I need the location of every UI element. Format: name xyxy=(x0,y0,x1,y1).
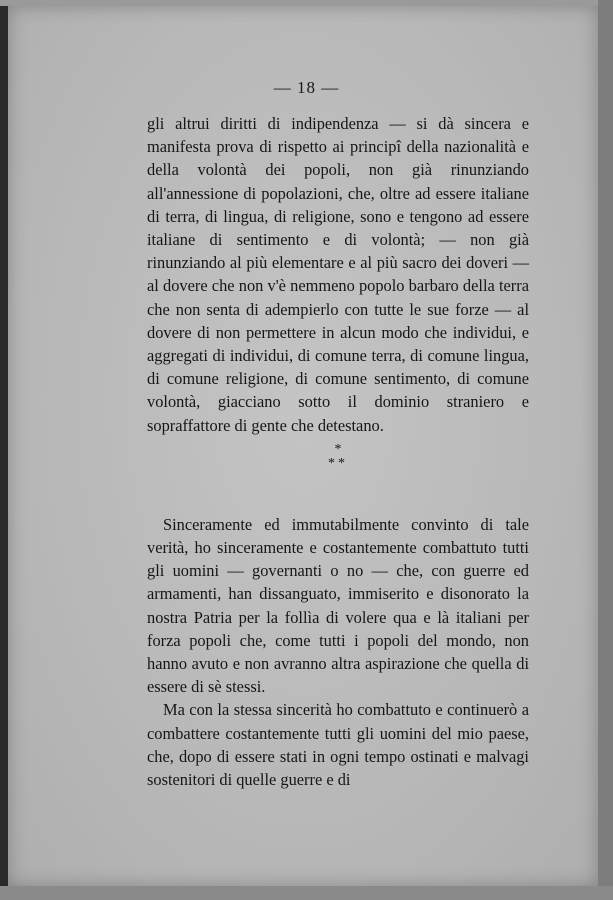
page-number: — 18 — xyxy=(273,78,340,97)
paragraph: Sinceramente ed immutabilmente convinto di tale verità, ho sinceramente e costantemente combattuto tutti gli uomini — governanti o no — che, con guerre ed armamenti, han dissanguato, immiserito e disonorato la nostra Patria per la follìa di volere qua e là italiani per forza popoli che, come tutti i popoli del mondo, non hanno avuto e non avranno altra aspirazione che quella di essere di sè stessi. xyxy=(147,514,529,697)
separator-star-top: * xyxy=(334,441,342,457)
paragraph: Ma con la stessa sincerità ho combattuto e continuerò a combattere costantemente tutti gli uomini del mio paese, che, dopo di essere stati in ogni tempo ostinati e malvagi sostenitori di quelle guerre e di xyxy=(147,700,529,790)
paragraph-continuation: gli altrui diritti di indipendenza — si dà sincera e manifesta prova di rispetto ai principî della nazionalità e della volontà dei popoli, non già rinunziando all'annessione di popolazioni, che, oltre ad essere italiane di terra, di lingua, di religione, sono e tengono ad essere italiane di sentimento e di volontà; — non già rinunziando al più elementare e al più sacro dei doveri — al dovere che non v'è nemmeno popolo barbaro della terra che non senta di adempierlo con tutte le sue forze — al dovere di non permettere in alcun modo che individui, e aggregati di individui, di comune terra, di comune lingua, di comune religione, di comune sentimento, di comune volontà, giacciano sotto il dominio straniero e sopraffattore di gente che detestano. xyxy=(147,114,529,435)
scan-bottom-edge xyxy=(0,886,613,900)
section-separator xyxy=(147,437,529,513)
body-text xyxy=(147,112,529,791)
separator-stars-bottom: ** xyxy=(328,455,348,471)
scan-right-edge xyxy=(598,0,613,900)
